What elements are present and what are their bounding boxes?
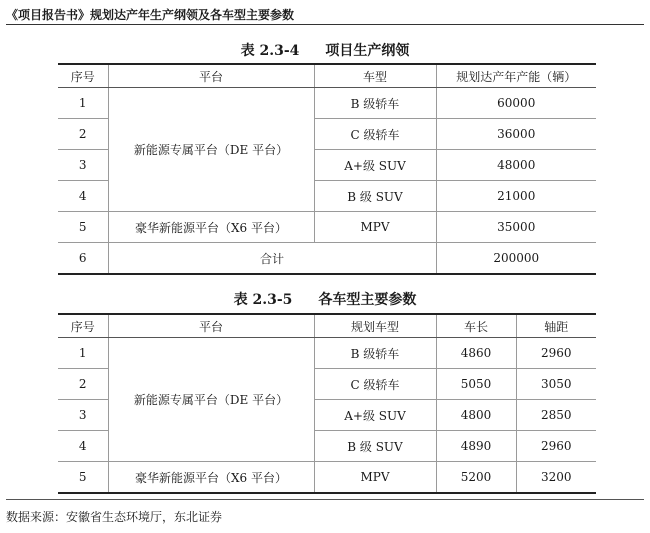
wheelbase-cell: 3200 <box>516 462 596 494</box>
source-note: 数据来源：安徽省生态环境厅，东北证券 <box>6 510 223 524</box>
model-cell: B 级轿车 <box>314 88 436 119</box>
model-cell: A+级 SUV <box>314 150 436 181</box>
table2-title: 各车型主要参数 <box>318 292 417 308</box>
model-cell: MPV <box>314 212 436 243</box>
wheelbase-cell: 3050 <box>516 369 596 400</box>
platform-cell: 新能源专属平台（DE 平台） <box>108 338 314 462</box>
model-cell: B 级 SUV <box>314 431 436 462</box>
table1-number: 表 2.3-4 <box>240 43 300 59</box>
row-number: 1 <box>58 88 108 119</box>
row-number: 4 <box>58 431 108 462</box>
length-cell: 4860 <box>436 338 516 369</box>
capacity-cell: 48000 <box>436 150 596 181</box>
col-header-wheelbase: 轴距 <box>516 314 596 338</box>
table-header-row <box>58 64 596 88</box>
model-cell: C 级轿车 <box>314 369 436 400</box>
table-row <box>58 88 596 119</box>
row-number: 4 <box>58 181 108 212</box>
table1-caption <box>0 40 650 60</box>
platform-cell: 豪华新能源平台（X6 平台） <box>108 462 314 494</box>
footer-divider <box>6 499 644 500</box>
col-header-no: 序号 <box>58 64 108 88</box>
page-header: 《项目报告书》规划达产年生产纲领及各车型主要参数 <box>6 8 295 22</box>
total-row <box>58 243 596 275</box>
col-header-platform: 平台 <box>108 314 314 338</box>
col-header-model: 规划车型 <box>314 314 436 338</box>
row-number: 1 <box>58 338 108 369</box>
table2-number: 表 2.3-5 <box>233 292 293 308</box>
parameters-table <box>58 313 596 494</box>
total-label: 合计 <box>108 243 436 275</box>
col-header-model: 车型 <box>314 64 436 88</box>
table-row <box>58 462 596 494</box>
model-cell: C 级轿车 <box>314 119 436 150</box>
length-cell: 4890 <box>436 431 516 462</box>
model-cell: B 级轿车 <box>314 338 436 369</box>
model-cell: B 级 SUV <box>314 181 436 212</box>
length-cell: 5050 <box>436 369 516 400</box>
wheelbase-cell: 2960 <box>516 338 596 369</box>
capacity-cell: 60000 <box>436 88 596 119</box>
col-header-length: 车长 <box>436 314 516 338</box>
table1-title: 项目生产纲领 <box>325 43 410 59</box>
table-header-row <box>58 314 596 338</box>
length-cell: 5200 <box>436 462 516 494</box>
capacity-cell: 35000 <box>436 212 596 243</box>
col-header-capacity: 规划达产年产能（辆） <box>436 64 596 88</box>
table2-caption <box>0 289 650 309</box>
table-row <box>58 338 596 369</box>
length-cell: 4800 <box>436 400 516 431</box>
row-number: 5 <box>58 212 108 243</box>
wheelbase-cell: 2850 <box>516 400 596 431</box>
row-number: 6 <box>58 243 108 275</box>
wheelbase-cell: 2960 <box>516 431 596 462</box>
production-table <box>58 63 596 275</box>
row-number: 3 <box>58 150 108 181</box>
platform-cell: 新能源专属平台（DE 平台） <box>108 88 314 212</box>
model-cell: A+级 SUV <box>314 400 436 431</box>
col-header-no: 序号 <box>58 314 108 338</box>
row-number: 5 <box>58 462 108 494</box>
col-header-platform: 平台 <box>108 64 314 88</box>
row-number: 3 <box>58 400 108 431</box>
table-row <box>58 212 596 243</box>
row-number: 2 <box>58 119 108 150</box>
header-divider <box>6 24 644 25</box>
row-number: 2 <box>58 369 108 400</box>
total-capacity: 200000 <box>436 243 596 275</box>
platform-cell: 豪华新能源平台（X6 平台） <box>108 212 314 243</box>
model-cell: MPV <box>314 462 436 494</box>
capacity-cell: 36000 <box>436 119 596 150</box>
capacity-cell: 21000 <box>436 181 596 212</box>
